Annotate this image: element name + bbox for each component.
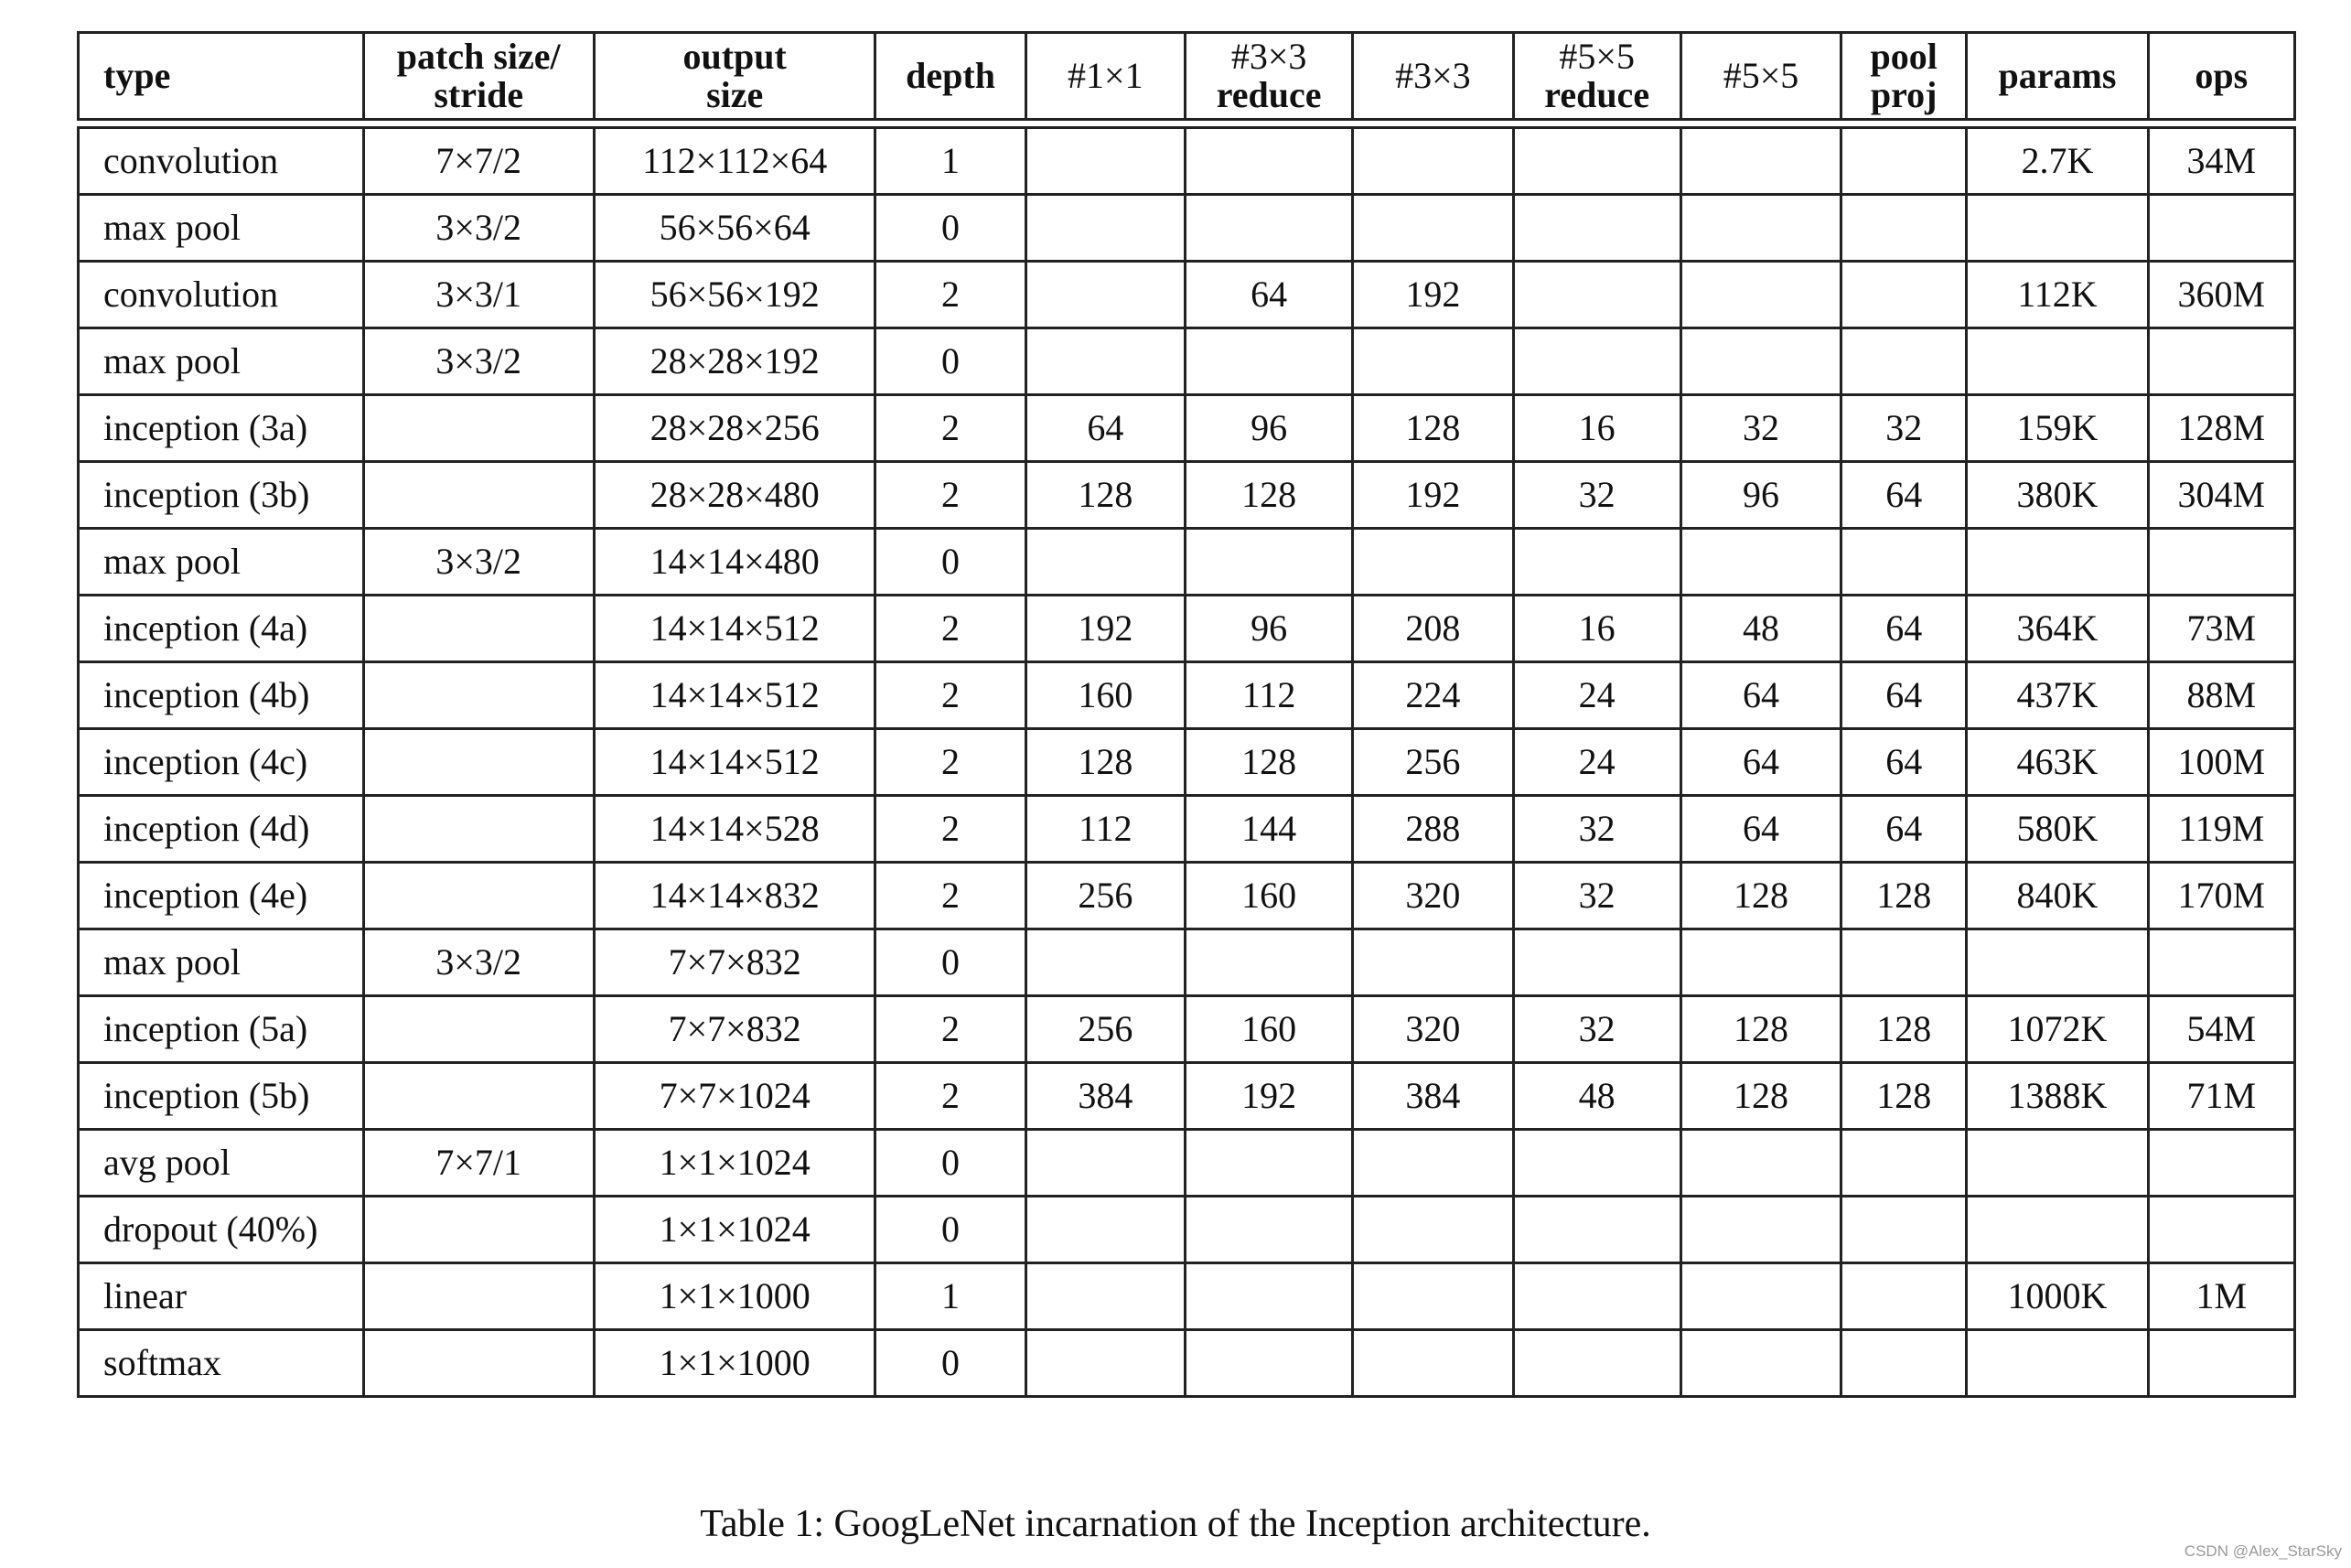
column-header-line1: #5×5 [1723, 55, 1799, 96]
table-cell-type: softmax [79, 1330, 364, 1397]
table-cell-patch-size-stride [363, 729, 594, 796]
table-cell-num-1x1 [1025, 262, 1185, 328]
table-cell-params: 1388K [1967, 1063, 2148, 1130]
table-cell-ops: 54M [2148, 996, 2294, 1063]
table-cell-num-1x1 [1025, 1130, 1185, 1197]
table-cell-depth: 2 [875, 395, 1025, 462]
column-header-params [1967, 33, 2148, 120]
table-cell-pool-proj [1841, 1330, 1967, 1397]
table-cell-num-5x5-reduce [1513, 1130, 1680, 1197]
table-cell-depth: 2 [875, 729, 1025, 796]
table-cell-depth: 0 [875, 929, 1025, 996]
table-cell-patch-size-stride [363, 395, 594, 462]
table-cell-pool-proj [1841, 1130, 1967, 1197]
table-cell-output-size: 1×1×1024 [594, 1130, 875, 1197]
table-cell-num-3x3 [1353, 128, 1513, 195]
table-cell-params [1967, 1330, 2148, 1397]
table-cell-depth: 2 [875, 462, 1025, 529]
table-cell-num-3x3-reduce: 160 [1185, 863, 1352, 929]
table-cell-patch-size-stride: 3×3/2 [363, 529, 594, 596]
table-cell-num-3x3-reduce [1185, 1263, 1352, 1330]
table-cell-type: max pool [79, 328, 364, 395]
table-cell-patch-size-stride [363, 1263, 594, 1330]
column-header-line1: #5×5 [1559, 36, 1635, 77]
table-cell-params: 380K [1967, 462, 2148, 529]
table-cell-ops: 128M [2148, 395, 2294, 462]
table-cell-type: inception (5a) [79, 996, 364, 1063]
table-cell-type: convolution [79, 262, 364, 328]
column-header-pool-proj [1841, 33, 1967, 120]
table-cell-pool-proj [1841, 262, 1967, 328]
table-cell-num-5x5-reduce [1513, 929, 1680, 996]
table-cell-params: 2.7K [1967, 128, 2148, 195]
table-cell-num-3x3-reduce: 144 [1185, 796, 1352, 863]
table-cell-num-1x1 [1025, 1263, 1185, 1330]
table-cell-num-3x3-reduce [1185, 128, 1352, 195]
column-header-num-1x1 [1025, 33, 1185, 120]
table-cell-params: 112K [1967, 262, 2148, 328]
table-cell-num-3x3-reduce: 96 [1185, 596, 1352, 662]
table-cell-num-1x1: 160 [1025, 662, 1185, 729]
table-cell-output-size: 1×1×1000 [594, 1330, 875, 1397]
table-cell-num-5x5 [1680, 1130, 1841, 1197]
table-cell-params [1967, 1197, 2148, 1263]
table-cell-num-3x3-reduce [1185, 328, 1352, 395]
table-cell-patch-size-stride [363, 1330, 594, 1397]
table-cell-ops: 170M [2148, 863, 2294, 929]
column-header-line2: size [706, 74, 764, 115]
table-cell-pool-proj [1841, 929, 1967, 996]
table-cell-num-5x5: 64 [1680, 796, 1841, 863]
table-cell-depth: 2 [875, 262, 1025, 328]
table-cell-num-3x3 [1353, 328, 1513, 395]
table-cell-patch-size-stride: 3×3/2 [363, 929, 594, 996]
table-cell-num-5x5: 48 [1680, 596, 1841, 662]
table-caption: Table 1: GoogLeNet incarnation of the Inception architecture. [700, 1503, 1651, 1545]
table-cell-num-3x3: 320 [1353, 996, 1513, 1063]
table-cell-ops [2148, 1330, 2294, 1397]
table-cell-num-3x3 [1353, 1130, 1513, 1197]
table-cell-ops [2148, 1130, 2294, 1197]
table-cell-output-size: 28×28×256 [594, 395, 875, 462]
table-cell-num-5x5-reduce: 24 [1513, 729, 1680, 796]
table-cell-depth: 2 [875, 1063, 1025, 1130]
table-cell-num-5x5: 32 [1680, 395, 1841, 462]
table-cell-pool-proj: 64 [1841, 796, 1967, 863]
table-cell-ops: 360M [2148, 262, 2294, 328]
table-row [79, 195, 2295, 262]
table-cell-output-size: 1×1×1024 [594, 1197, 875, 1263]
table-row [79, 1130, 2295, 1197]
architecture-table-container [77, 31, 2296, 1398]
table-cell-params [1967, 529, 2148, 596]
table-cell-num-3x3: 192 [1353, 462, 1513, 529]
column-header-depth [875, 33, 1025, 120]
table-cell-num-1x1 [1025, 128, 1185, 195]
table-cell-ops [2148, 328, 2294, 395]
table-cell-output-size: 7×7×832 [594, 929, 875, 996]
table-cell-ops [2148, 929, 2294, 996]
table-cell-output-size: 14×14×512 [594, 662, 875, 729]
table-cell-num-1x1: 384 [1025, 1063, 1185, 1130]
table-cell-type: inception (4b) [79, 662, 364, 729]
table-cell-depth: 0 [875, 1130, 1025, 1197]
table-cell-params: 1072K [1967, 996, 2148, 1063]
table-cell-output-size: 56×56×192 [594, 262, 875, 328]
table-cell-num-5x5-reduce [1513, 128, 1680, 195]
table-cell-num-5x5 [1680, 1330, 1841, 1397]
column-header-line2: reduce [1216, 74, 1322, 115]
table-cell-depth: 2 [875, 596, 1025, 662]
column-header-line1: params [1998, 55, 2117, 96]
table-cell-type: inception (3b) [79, 462, 364, 529]
table-cell-num-1x1: 256 [1025, 863, 1185, 929]
table-cell-num-1x1: 256 [1025, 996, 1185, 1063]
table-cell-params: 159K [1967, 395, 2148, 462]
table-cell-patch-size-stride: 3×3/2 [363, 195, 594, 262]
table-cell-num-5x5-reduce: 32 [1513, 996, 1680, 1063]
table-row [79, 1063, 2295, 1130]
table-cell-num-1x1: 112 [1025, 796, 1185, 863]
table-cell-num-1x1 [1025, 929, 1185, 996]
table-cell-ops: 100M [2148, 729, 2294, 796]
table-cell-params: 840K [1967, 863, 2148, 929]
table-cell-output-size: 56×56×64 [594, 195, 875, 262]
table-cell-type: max pool [79, 195, 364, 262]
table-cell-num-3x3 [1353, 195, 1513, 262]
table-cell-depth: 0 [875, 1197, 1025, 1263]
table-cell-depth: 1 [875, 1263, 1025, 1330]
table-cell-params: 364K [1967, 596, 2148, 662]
table-cell-patch-size-stride [363, 996, 594, 1063]
table-cell-type: inception (3a) [79, 395, 364, 462]
table-cell-num-3x3: 288 [1353, 796, 1513, 863]
table-cell-num-5x5 [1680, 128, 1841, 195]
table-cell-output-size: 14×14×512 [594, 596, 875, 662]
table-cell-output-size: 7×7×1024 [594, 1063, 875, 1130]
table-row [79, 128, 2295, 195]
table-cell-num-3x3-reduce: 128 [1185, 729, 1352, 796]
table-cell-output-size: 28×28×192 [594, 328, 875, 395]
watermark: CSDN @Alex_StarSky [2184, 1542, 2342, 1560]
table-cell-params [1967, 1130, 2148, 1197]
table-cell-params: 437K [1967, 662, 2148, 729]
table-cell-patch-size-stride: 3×3/1 [363, 262, 594, 328]
table-cell-pool-proj [1841, 128, 1967, 195]
column-header-num-3x3 [1353, 33, 1513, 120]
column-header-line1: type [103, 55, 171, 96]
table-cell-ops: 71M [2148, 1063, 2294, 1130]
table-cell-num-3x3: 320 [1353, 863, 1513, 929]
table-cell-type: dropout (40%) [79, 1197, 364, 1263]
table-cell-depth: 1 [875, 128, 1025, 195]
table-cell-num-5x5: 64 [1680, 729, 1841, 796]
table-cell-output-size: 14×14×512 [594, 729, 875, 796]
table-row [79, 529, 2295, 596]
table-cell-type: max pool [79, 929, 364, 996]
table-row [79, 1197, 2295, 1263]
column-header-patch-size-stride [363, 33, 594, 120]
table-cell-params: 463K [1967, 729, 2148, 796]
table-cell-num-5x5-reduce: 24 [1513, 662, 1680, 729]
table-cell-patch-size-stride [363, 863, 594, 929]
table-cell-num-5x5: 128 [1680, 863, 1841, 929]
column-header-line1: output [682, 36, 787, 77]
table-cell-patch-size-stride [363, 1197, 594, 1263]
table-cell-ops [2148, 195, 2294, 262]
table-cell-num-1x1 [1025, 529, 1185, 596]
table-cell-num-5x5-reduce: 32 [1513, 462, 1680, 529]
table-cell-type: max pool [79, 529, 364, 596]
table-cell-num-5x5 [1680, 328, 1841, 395]
table-cell-num-3x3 [1353, 1197, 1513, 1263]
table-cell-type: inception (5b) [79, 1063, 364, 1130]
column-header-line1: patch size/ [396, 36, 561, 77]
table-cell-pool-proj: 128 [1841, 996, 1967, 1063]
table-cell-num-5x5-reduce [1513, 529, 1680, 596]
table-cell-pool-proj: 32 [1841, 395, 1967, 462]
table-cell-num-5x5: 128 [1680, 1063, 1841, 1130]
table-cell-output-size: 14×14×480 [594, 529, 875, 596]
table-cell-output-size: 112×112×64 [594, 128, 875, 195]
table-cell-num-3x3-reduce: 64 [1185, 262, 1352, 328]
table-cell-depth: 0 [875, 195, 1025, 262]
table-cell-depth: 0 [875, 328, 1025, 395]
table-cell-num-3x3-reduce [1185, 1197, 1352, 1263]
table-cell-num-5x5-reduce: 16 [1513, 596, 1680, 662]
architecture-table [77, 31, 2296, 1398]
table-cell-params [1967, 328, 2148, 395]
table-cell-patch-size-stride [363, 596, 594, 662]
table-cell-num-1x1 [1025, 1197, 1185, 1263]
column-header-line1: #3×3 [1230, 36, 1307, 77]
table-cell-ops: 119M [2148, 796, 2294, 863]
table-row [79, 596, 2295, 662]
table-cell-num-1x1: 192 [1025, 596, 1185, 662]
column-header-output-size [594, 33, 875, 120]
table-cell-num-3x3-reduce: 112 [1185, 662, 1352, 729]
table-cell-num-3x3: 128 [1353, 395, 1513, 462]
column-header-line1: ops [2195, 55, 2249, 96]
table-cell-num-1x1: 64 [1025, 395, 1185, 462]
table-cell-num-5x5-reduce: 32 [1513, 863, 1680, 929]
table-cell-num-5x5 [1680, 262, 1841, 328]
table-row [79, 662, 2295, 729]
table-row [79, 996, 2295, 1063]
table-cell-num-5x5-reduce: 32 [1513, 796, 1680, 863]
table-cell-num-5x5 [1680, 1197, 1841, 1263]
table-cell-depth: 2 [875, 863, 1025, 929]
table-cell-params: 580K [1967, 796, 2148, 863]
table-cell-num-5x5-reduce: 48 [1513, 1063, 1680, 1130]
table-cell-pool-proj: 128 [1841, 863, 1967, 929]
table-cell-num-5x5: 96 [1680, 462, 1841, 529]
table-cell-ops [2148, 1197, 2294, 1263]
column-header-line2: stride [434, 74, 524, 115]
column-header-line1: depth [906, 55, 995, 96]
table-cell-output-size: 14×14×528 [594, 796, 875, 863]
table-row [79, 729, 2295, 796]
column-header-ops [2148, 33, 2294, 120]
table-cell-num-1x1: 128 [1025, 462, 1185, 529]
table-cell-depth: 2 [875, 662, 1025, 729]
table-cell-ops: 73M [2148, 596, 2294, 662]
table-cell-patch-size-stride: 7×7/1 [363, 1130, 594, 1197]
table-cell-patch-size-stride [363, 462, 594, 529]
table-cell-pool-proj: 64 [1841, 662, 1967, 729]
table-cell-num-5x5-reduce [1513, 1263, 1680, 1330]
table-cell-num-5x5-reduce [1513, 1197, 1680, 1263]
table-cell-pool-proj [1841, 529, 1967, 596]
table-cell-depth: 0 [875, 1330, 1025, 1397]
header-separator-cell [79, 120, 2295, 128]
table-row [79, 796, 2295, 863]
table-cell-num-3x3 [1353, 529, 1513, 596]
table-cell-type: avg pool [79, 1130, 364, 1197]
table-cell-num-3x3 [1353, 929, 1513, 996]
table-cell-pool-proj: 64 [1841, 462, 1967, 529]
table-cell-num-5x5 [1680, 1263, 1841, 1330]
table-cell-num-1x1 [1025, 195, 1185, 262]
table-cell-params: 1000K [1967, 1263, 2148, 1330]
table-row [79, 462, 2295, 529]
column-header-line2: reduce [1544, 74, 1650, 115]
table-row [79, 328, 2295, 395]
table-header-row [79, 33, 2295, 120]
table-cell-type: inception (4e) [79, 863, 364, 929]
table-cell-patch-size-stride [363, 1063, 594, 1130]
table-cell-patch-size-stride: 7×7/2 [363, 128, 594, 195]
table-cell-num-3x3 [1353, 1263, 1513, 1330]
table-cell-type: inception (4c) [79, 729, 364, 796]
table-cell-num-5x5: 64 [1680, 662, 1841, 729]
table-cell-output-size: 1×1×1000 [594, 1263, 875, 1330]
table-cell-type: linear [79, 1263, 364, 1330]
table-cell-depth: 2 [875, 996, 1025, 1063]
table-body [79, 120, 2295, 1397]
column-header-line2: proj [1870, 74, 1938, 115]
table-cell-num-3x3-reduce: 160 [1185, 996, 1352, 1063]
table-cell-num-5x5-reduce [1513, 262, 1680, 328]
table-cell-num-3x3-reduce [1185, 195, 1352, 262]
table-cell-num-3x3-reduce [1185, 929, 1352, 996]
column-header-line1: #3×3 [1395, 55, 1471, 96]
table-cell-num-5x5 [1680, 929, 1841, 996]
table-cell-ops: 88M [2148, 662, 2294, 729]
table-cell-num-1x1: 128 [1025, 729, 1185, 796]
table-row [79, 863, 2295, 929]
table-cell-num-5x5-reduce [1513, 195, 1680, 262]
table-cell-num-1x1 [1025, 1330, 1185, 1397]
table-cell-patch-size-stride [363, 662, 594, 729]
table-cell-num-5x5-reduce: 16 [1513, 395, 1680, 462]
column-header-num-5x5-reduce [1513, 33, 1680, 120]
table-cell-pool-proj [1841, 1197, 1967, 1263]
table-cell-depth: 0 [875, 529, 1025, 596]
table-row [79, 262, 2295, 328]
table-cell-num-3x3-reduce [1185, 1130, 1352, 1197]
table-cell-params [1967, 195, 2148, 262]
column-header-num-5x5 [1680, 33, 1841, 120]
table-cell-num-3x3: 224 [1353, 662, 1513, 729]
table-cell-output-size: 14×14×832 [594, 863, 875, 929]
table-cell-output-size: 7×7×832 [594, 996, 875, 1063]
table-row [79, 1330, 2295, 1397]
table-cell-pool-proj: 64 [1841, 729, 1967, 796]
table-row [79, 395, 2295, 462]
table-cell-type: inception (4a) [79, 596, 364, 662]
table-cell-num-3x3 [1353, 1330, 1513, 1397]
table-cell-num-5x5: 128 [1680, 996, 1841, 1063]
table-cell-num-1x1 [1025, 328, 1185, 395]
table-cell-num-3x3: 384 [1353, 1063, 1513, 1130]
table-cell-pool-proj [1841, 328, 1967, 395]
table-cell-num-5x5 [1680, 195, 1841, 262]
table-cell-num-3x3-reduce: 192 [1185, 1063, 1352, 1130]
table-cell-patch-size-stride: 3×3/2 [363, 328, 594, 395]
table-cell-depth: 2 [875, 796, 1025, 863]
table-cell-pool-proj: 128 [1841, 1063, 1967, 1130]
table-row [79, 929, 2295, 996]
table-cell-num-3x3-reduce: 96 [1185, 395, 1352, 462]
table-cell-num-5x5-reduce [1513, 1330, 1680, 1397]
table-cell-output-size: 28×28×480 [594, 462, 875, 529]
table-cell-params [1967, 929, 2148, 996]
table-cell-num-5x5-reduce [1513, 328, 1680, 395]
table-cell-num-3x3-reduce [1185, 1330, 1352, 1397]
table-cell-pool-proj [1841, 1263, 1967, 1330]
table-cell-patch-size-stride [363, 796, 594, 863]
table-cell-ops: 1M [2148, 1263, 2294, 1330]
table-cell-num-3x3: 208 [1353, 596, 1513, 662]
table-cell-ops: 34M [2148, 128, 2294, 195]
table-cell-pool-proj: 64 [1841, 596, 1967, 662]
column-header-line1: pool [1870, 36, 1938, 77]
table-cell-type: inception (4d) [79, 796, 364, 863]
column-header-type [79, 33, 364, 120]
table-cell-type: convolution [79, 128, 364, 195]
table-cell-num-3x3-reduce [1185, 529, 1352, 596]
header-separator [79, 120, 2295, 128]
table-cell-num-3x3: 192 [1353, 262, 1513, 328]
table-cell-num-3x3-reduce: 128 [1185, 462, 1352, 529]
table-cell-ops [2148, 529, 2294, 596]
table-cell-num-5x5 [1680, 529, 1841, 596]
table-cell-num-3x3: 256 [1353, 729, 1513, 796]
table-cell-ops: 304M [2148, 462, 2294, 529]
table-cell-pool-proj [1841, 195, 1967, 262]
column-header-line1: #1×1 [1068, 55, 1143, 96]
column-header-num-3x3-reduce [1185, 33, 1352, 120]
table-row [79, 1263, 2295, 1330]
